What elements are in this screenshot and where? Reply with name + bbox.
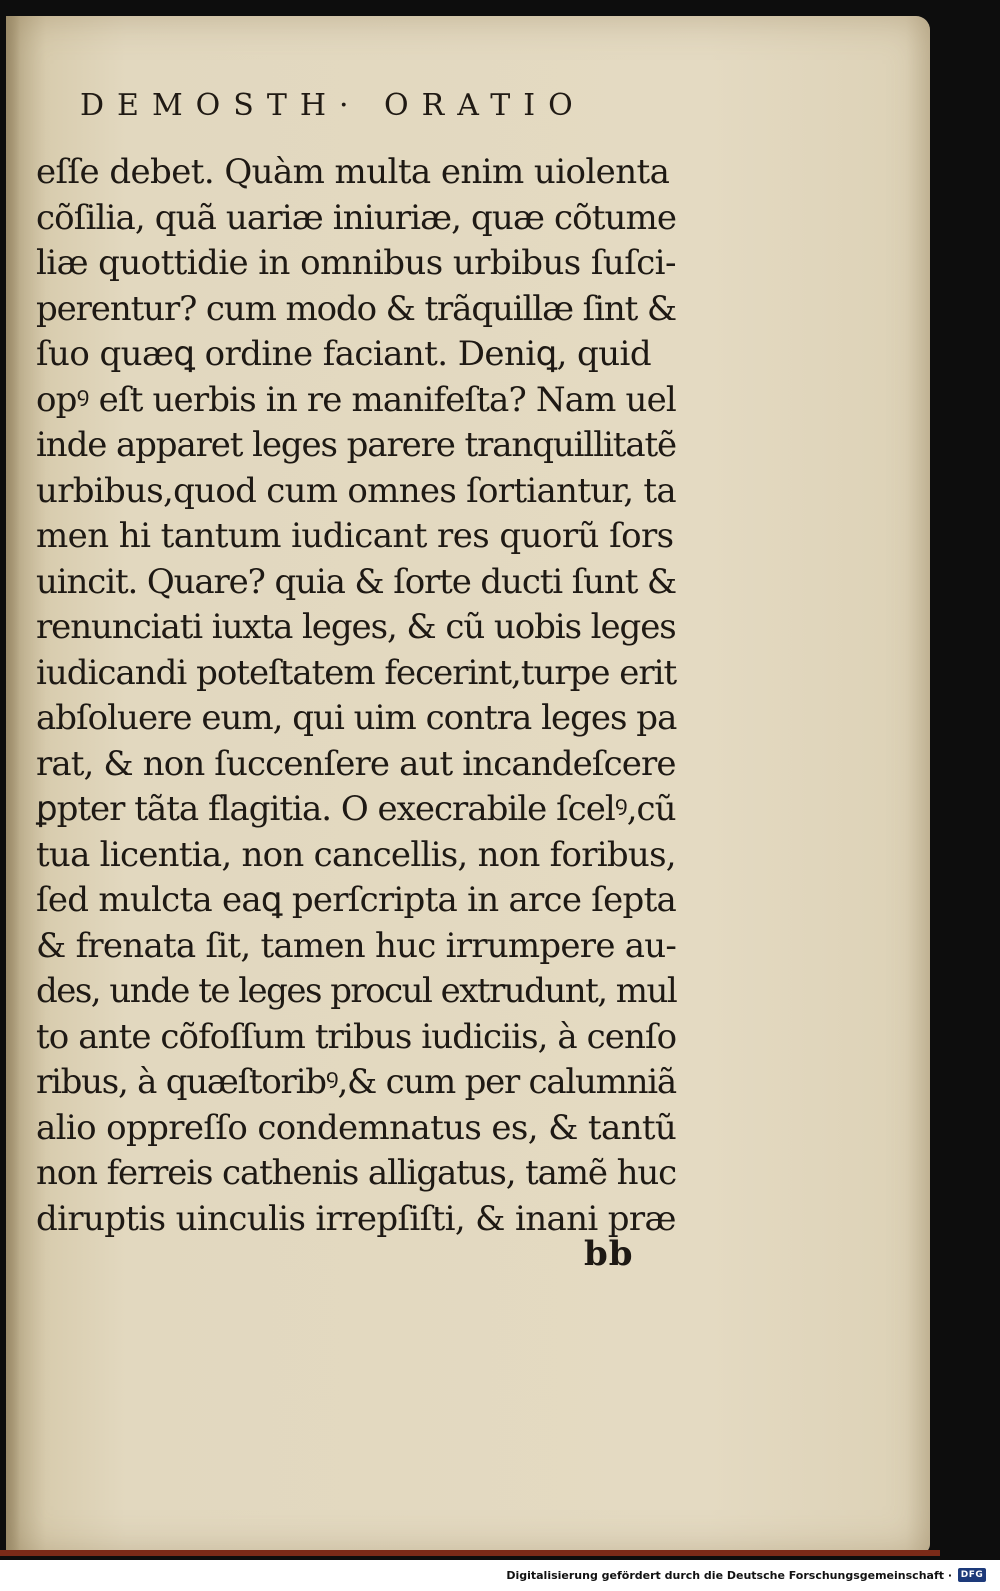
footer-bar xyxy=(0,1560,1000,1591)
text-line: opꝰ eſt uerbis in re manifeſta? Nam uel xyxy=(36,379,676,420)
text-line: cõſilia, quã uariæ iniuriæ, quæ cõtume xyxy=(36,197,677,238)
page-gutter-shadow xyxy=(6,16,20,1554)
text-line: urbibus,quod cum omnes ſortiantur, ta xyxy=(36,470,676,511)
text-line: ſuo quæꝗ ordine faciant. Deniꝗ, quid xyxy=(36,334,652,374)
text-line: diruptis uinculis irrepſiſti, & inani præ xyxy=(36,1198,676,1239)
text-line: des, unde te leges procul extrudunt, mul xyxy=(36,971,677,1011)
text-line: abſoluere eum, qui uim contra leges pa xyxy=(36,698,677,738)
text-line: alio oppreſſo condemnatus es, & tantũ xyxy=(36,1107,677,1148)
text-line: liæ quottidie in omnibus urbibus ſuſci- xyxy=(36,243,676,283)
text-line: men hi tantum iudicant res quorũ ſors xyxy=(36,516,674,556)
page-bottom-edge xyxy=(0,1550,940,1556)
text-block xyxy=(36,150,686,1242)
text-line: non ferreis cathenis alligatus, tamẽ huc xyxy=(36,1153,677,1193)
text-line: uincit. Quare? quia & ſorte ducti ſunt & xyxy=(36,561,677,602)
signature-mark: bb xyxy=(584,1234,634,1274)
running-head: DEMOSTH· ORATIO xyxy=(80,88,586,123)
text-line: & frenata ſit, tamen huc irrumpere au- xyxy=(36,925,677,966)
text-line: perentur? cum modo & trãquillæ ſint & xyxy=(36,288,677,329)
funding-credit: Digitalisierung gefördert durch die Deutsche Forschungsgemeinschaft · xyxy=(506,1569,952,1582)
text-line: ribus, à quæſtoribꝰ,& cum per calumniã xyxy=(36,1062,676,1102)
text-line: rat, & non ſuccenſere aut incandeſcere xyxy=(36,743,676,784)
text-line: iudicandi poteſtatem fecerint,turpe erit xyxy=(36,652,677,693)
text-line: eſſe debet. Quàm multa enim uiolenta xyxy=(36,152,670,192)
text-line: ꝑpter tãta flagitia. O execrabile ſcelꝰ,cũ xyxy=(36,789,676,829)
text-line: to ante cõfoſſum tribus iudiciis, à cenſo xyxy=(36,1016,677,1057)
text-line: ſed mulcta eaꝗ perſcripta in arce ſepta xyxy=(36,880,677,920)
text-line: tua licentia, non cancellis, non foribus, xyxy=(36,834,676,875)
text-line: inde apparet leges parere tranquillitatẽ xyxy=(36,425,677,465)
text-line: renunciati iuxta leges, & cũ uobis leges xyxy=(36,607,676,647)
dfg-logo-icon: DFG xyxy=(958,1568,986,1582)
